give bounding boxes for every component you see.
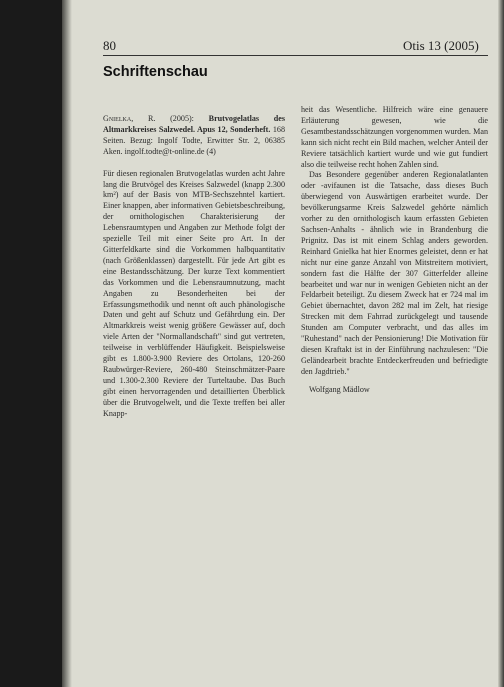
- review-paragraph-2: heit das Wesentliche. Hilfreich wäre eine genauere Erläuterung gewesen, wie die Gesamtbestandsschätzungen vorgenommen wurden. Man kann sich nicht recht ein Bild machen, welcher Anteil der Reviere tatsächlich kartiert wurde und wie gut fundiert also die teilweise recht hohen Zahlen sind.: [301, 105, 488, 169]
- gutter-shadow: [62, 0, 72, 687]
- page-number: 80: [103, 38, 116, 53]
- citation-details: 168 Seiten. Bezug: Ingolf Todte, Erwitter Str. 2, 06385 Aken. ingolf.todte@t-online.de (4): [103, 124, 285, 156]
- citation-author: Gnielka: [103, 114, 132, 123]
- journal-title: Otis 13 (2005): [403, 38, 479, 53]
- header-rule: [103, 55, 488, 56]
- citation: [103, 114, 285, 158]
- right-column: [301, 105, 488, 396]
- reviewer-name: Wolfgang Mädlow: [309, 384, 370, 394]
- review-paragraph-3: Das Besondere gegenüber anderen Regionalatlanten oder -avifaunen ist die Tatsache, dass dieses Buch überwiegend von Auswärtigen erarbeitet wurde. Der bevölkerungsarme Kreis Salzwedel gehörte nämlich vorher zu den ornithologisch kaum erfassten Gebieten Sachsen-Anhalts - ähnlich wie in Brandenburg die Prignitz. Das ist mit einem Schlag anders geworden. Reinhard Gnielka hat hier Enormes geleistet, denn er hat nicht nur eine ganze Anzahl von Mitstreitern motiviert, sondern fast die Hälfte der 307 Gitterfelder alleine bearbeitet und war nur in wenigen Gebieten nicht an der Feldarbeit beteiligt. Zu diesem Zweck hat er 724 mal im Gebiet übernachtet, davon 282 mal im Zelt, hat riesige Strecken mit dem Fahrrad zurückgelegt und tausende Stunden am Computer verbracht, und das alles im "Ruhestand" nach der Pensionierung! Die Motivation für diesen Kraftakt ist in der Einführung nachzulesen: "Die Geländearbeit brachte Entdeckerfreuden und befriedigte den Jagdtrieb.": [301, 170, 488, 376]
- section-title: Schriftenschau: [103, 64, 208, 80]
- review-paragraph-1: Für diesen regionalen Brutvogelatlas wurden acht Jahre lang die Brutvögel des Kreises Salzwedel (knapp 2.300 km²) auf der Basis von MTB-Sechszehntel kartiert. Einer knappen, aber informativen Gebietsbeschreibung, der ornithologischen Charakterisierung der Lebensraumtypen und Angaben zur Methode folgt der spezielle Teil mit einer Seite pro Art. In der Gitterfeldkarte sind die Vorkommen halbquantitativ (nach Größenklassen) dargestellt. Für jede Art gibt es eine Bestandsschätzung. Der kurze Text kommentiert das Vorkommen und die Lebensraumnutzung, macht Angaben zu Besonderheiten bei der Erfassungsmethodik und nennt oft auch phänologische Daten und geht auf Schutz und Gefährdung ein. Der Altmarkkreis weist wenig größere Gewässer auf, doch viele Arten der "Normallandschaft" sind gut vertreten, teilweise in verblüffender Häufigkeit. Beispielsweise gibt es 1.800-3.900 Reviere des Ortolans, 120-260 Raubwürger-Reviere, 260-480 Steinschmätzer-Paare und 1.300-2.300 Reviere der Turteltaube. Das Buch gibt einen hervorragenden und detaillierten Überblick über die Brutvogelwelt, und die Texte treffen bei aller Knapp-: [103, 168, 285, 418]
- citation-author-initial: , R. (2005):: [131, 114, 209, 123]
- left-column: [103, 114, 285, 424]
- citation-title: Brutvogelatlas des Altmarkkreises Salzwedel. Apus 12, Sonderheft.: [103, 114, 286, 134]
- page-edge: [498, 0, 504, 687]
